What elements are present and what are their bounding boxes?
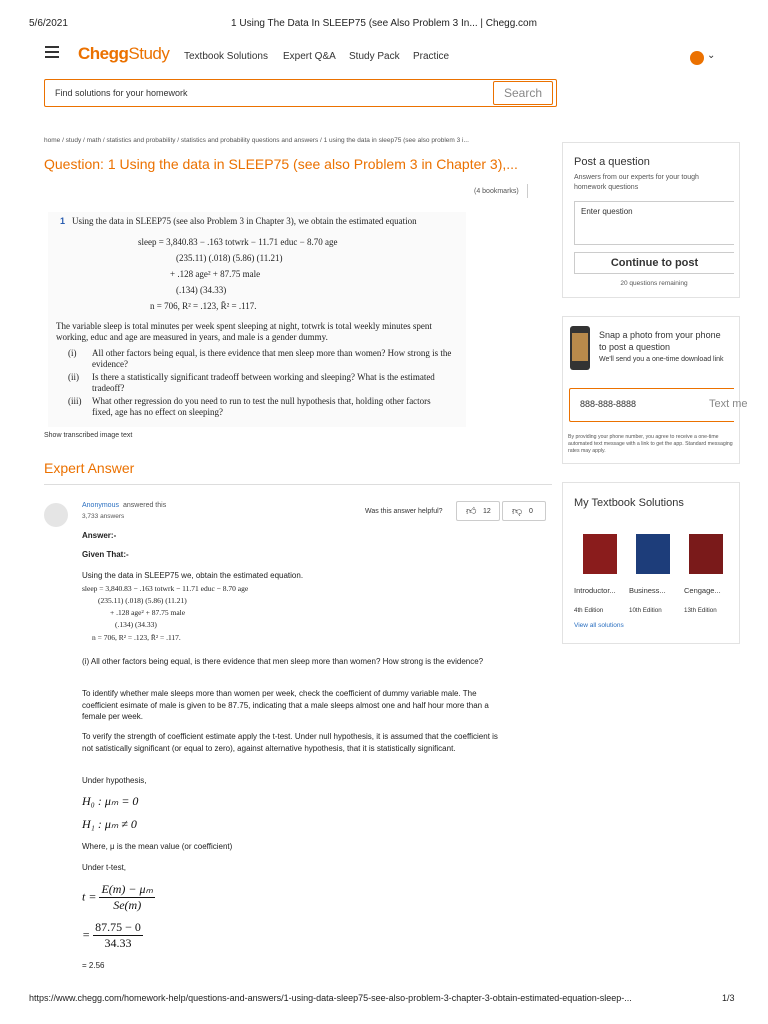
breadcrumb[interactable]: home / study / math / statistics and probability / statistics and probability questions and answers / 1 using the data in sleep75 (see also problem 3 i... xyxy=(44,137,469,144)
book-edition: 4th Edition xyxy=(574,607,604,614)
nav-practice[interactable]: Practice xyxy=(413,51,450,62)
question-number: 1 xyxy=(60,216,66,226)
snap-title: Snap a photo from your phone to post a question xyxy=(599,330,721,352)
chevron-down-icon[interactable]: ⌄ xyxy=(707,50,716,61)
chegg-logo[interactable]: CheggStudy xyxy=(78,44,170,63)
question-item-text: What other regression do you need to run to test the null hypothesis that, holding other factors fixed, age has no effect on sleeping? xyxy=(92,396,431,417)
answer-eq-line: + .128 age² + 87.75 male xyxy=(110,608,186,617)
question-paragraph: The variable sleep is total minutes per week spent sleeping at night, totwrk is total weekly minutes spent working, educ and age are measured in years, and male is a gender dummy. xyxy=(56,321,432,342)
book-title[interactable]: Cengage... xyxy=(684,586,721,595)
bookmark-count[interactable]: (4 bookmarks) xyxy=(474,188,519,195)
question-intro: Using the data in SLEEP75 (see also Problem 3 in Chapter 3), we obtain the estimated equation xyxy=(72,216,417,226)
print-date: 5/6/2021 xyxy=(29,18,68,29)
print-page-number: 1/3 xyxy=(722,993,735,1003)
divider xyxy=(44,484,552,485)
answer-text: Using the data in SLEEP75 we, obtain the estimated equation. xyxy=(82,571,304,580)
question-item-label: (ii) xyxy=(68,372,79,382)
book-title[interactable]: Introductor... xyxy=(574,586,616,595)
text-me-button[interactable]: Text me xyxy=(709,398,748,410)
answer-text: Under hypothesis, xyxy=(82,776,147,785)
phone-screen-image xyxy=(572,333,588,361)
book-cover[interactable] xyxy=(689,534,723,574)
print-title: 1 Using The Data In SLEEP75 (see Also Problem 3 In... | Chegg.com xyxy=(231,18,537,29)
answer-text: Where, μ is the mean value (or coefficient) xyxy=(82,842,233,851)
view-all-solutions-link[interactable]: View all solutions xyxy=(574,622,624,629)
book-cover[interactable] xyxy=(636,534,670,574)
t-result: = 2.56 xyxy=(82,961,105,970)
nav-textbook-solutions[interactable]: Textbook Solutions xyxy=(184,51,268,62)
book-cover[interactable] xyxy=(583,534,617,574)
question-item-label: (i) xyxy=(68,348,77,358)
answer-eq-line: sleep = 3,840.83 − .163 totwrk − 11.71 educ − 8.70 age xyxy=(82,584,249,593)
user-avatar[interactable] xyxy=(690,51,704,65)
search-button[interactable]: Search xyxy=(493,81,553,105)
snap-subtitle: We'll send you a one-time download link xyxy=(599,356,724,363)
answered-text: answered this xyxy=(123,502,167,509)
book-edition: 10th Edition xyxy=(629,607,662,614)
fraction-denominator: 34.33 xyxy=(104,936,132,950)
post-question-title: Post a question xyxy=(574,156,650,168)
question-item-text: Is there a statistically significant tradeoff between working and sleeping? What is the estimated tradeoff? xyxy=(92,372,435,393)
question-item-text: All other factors being equal, is there evidence that men sleep more than women? How strong is the evidence? xyxy=(92,348,452,369)
answer-eq-line: (.134) (34.33) xyxy=(115,620,157,629)
upvote-count: 12 xyxy=(483,508,491,515)
fraction-denominator: Se(m) xyxy=(113,898,142,912)
show-transcribed-link[interactable]: Show transcribed image text xyxy=(44,432,133,439)
divider xyxy=(527,184,528,198)
book-edition: 13th Edition xyxy=(684,607,717,614)
downvote-count: 0 xyxy=(529,508,533,515)
equals-sign: = xyxy=(82,927,91,942)
thumbs-down-icon: 👎︎ xyxy=(512,506,523,517)
answer-count: 3,733 answers xyxy=(82,513,125,520)
avatar xyxy=(44,503,68,527)
answer-eq-line: n = 706, R² = .123, R̄² = .117. xyxy=(92,633,181,642)
expert-answer-heading: Expert Answer xyxy=(44,460,135,476)
hypothesis-h1: H₁ : μₘ ≠ 0 xyxy=(82,817,137,831)
fraction-numerator: 87.75 − 0 xyxy=(95,920,141,934)
questions-remaining: 20 questions remaining xyxy=(620,280,688,287)
thumbs-up-icon: 👍︎ xyxy=(466,506,477,517)
hypothesis-h0: H₀ : μₘ = 0 xyxy=(82,794,139,808)
answer-label: Answer:- xyxy=(82,531,117,540)
answer-text: To verify the strength of coefficient estimate apply the t-test. Under null hypothesis, it is assumed that the coefficient is not satistically significant (or equal to zero), against alternative hypothesis, that it is statistically significant. xyxy=(82,732,498,753)
question-eq-line: + .128 age² + 87.75 male xyxy=(170,269,261,279)
question-eq-line: (235.11) (.018) (5.86) (11.21) xyxy=(176,253,283,263)
answer-text: To identify whether male sleeps more than women per week, check the coefficient of dummy variable male. The coefficient esimate of male is given to be 87.75, indicating that a male sleeps almost one and half hour more than a female per week. xyxy=(82,689,489,721)
fraction xyxy=(99,882,155,913)
downvote-button[interactable] xyxy=(502,501,546,521)
search-input[interactable]: Find solutions for your homework xyxy=(55,88,188,98)
answer-eq-line: (235.11) (.018) (5.86) (11.21) xyxy=(98,596,187,605)
question-eq-line: sleep = 3,840.83 − .163 totwrk − 11.71 educ − 8.70 age xyxy=(138,237,338,247)
continue-to-post-button[interactable]: Continue to post xyxy=(574,252,734,274)
t-lhs: t = xyxy=(82,889,97,904)
print-url: https://www.chegg.com/homework-help/questions-and-answers/1-using-data-sleep75-see-also-problem-3-chapter-3-obtain-estimated-equation-sleep-... xyxy=(29,993,632,1003)
textbook-solutions-title: My Textbook Solutions xyxy=(574,497,684,509)
nav-study-pack[interactable]: Study Pack xyxy=(349,51,400,62)
t-formula xyxy=(82,882,155,913)
fraction-numerator: E(m) − μₘ xyxy=(101,882,154,896)
answer-text: (i) All other factors being equal, is there evidence that men sleep more than women? How strong is the evidence? xyxy=(82,657,484,666)
legal-text: By providing your phone number, you agree to receive a one-time automated text message with a link to get the app. Standard messaging rates may apply. xyxy=(568,434,733,454)
question-item-label: (iii) xyxy=(68,396,82,406)
helpful-question: Was this answer helpful? xyxy=(365,508,443,515)
answer-author[interactable]: Anonymous xyxy=(82,502,119,509)
question-input-placeholder: Enter question xyxy=(581,207,633,216)
post-question-subtitle: Answers from our experts for your tough homework questions xyxy=(574,174,699,191)
menu-icon[interactable] xyxy=(45,46,59,57)
answer-text: Under t-test, xyxy=(82,863,127,872)
phone-number-placeholder: 888-888-8888 xyxy=(580,399,637,409)
question-eq-line: (.134) (34.33) xyxy=(176,285,227,295)
fraction xyxy=(93,920,143,951)
t-numeric xyxy=(82,920,143,951)
upvote-button[interactable] xyxy=(456,501,500,521)
book-title[interactable]: Business... xyxy=(629,586,666,595)
question-title: Question: 1 Using the data in SLEEP75 (see also Problem 3 in Chapter 3),... xyxy=(44,156,518,172)
nav-expert-qa[interactable]: Expert Q&A xyxy=(283,51,336,62)
question-eq-line: n = 706, R² = .123, R̄² = .117. xyxy=(150,301,257,311)
given-that: Given That:- xyxy=(82,550,129,559)
